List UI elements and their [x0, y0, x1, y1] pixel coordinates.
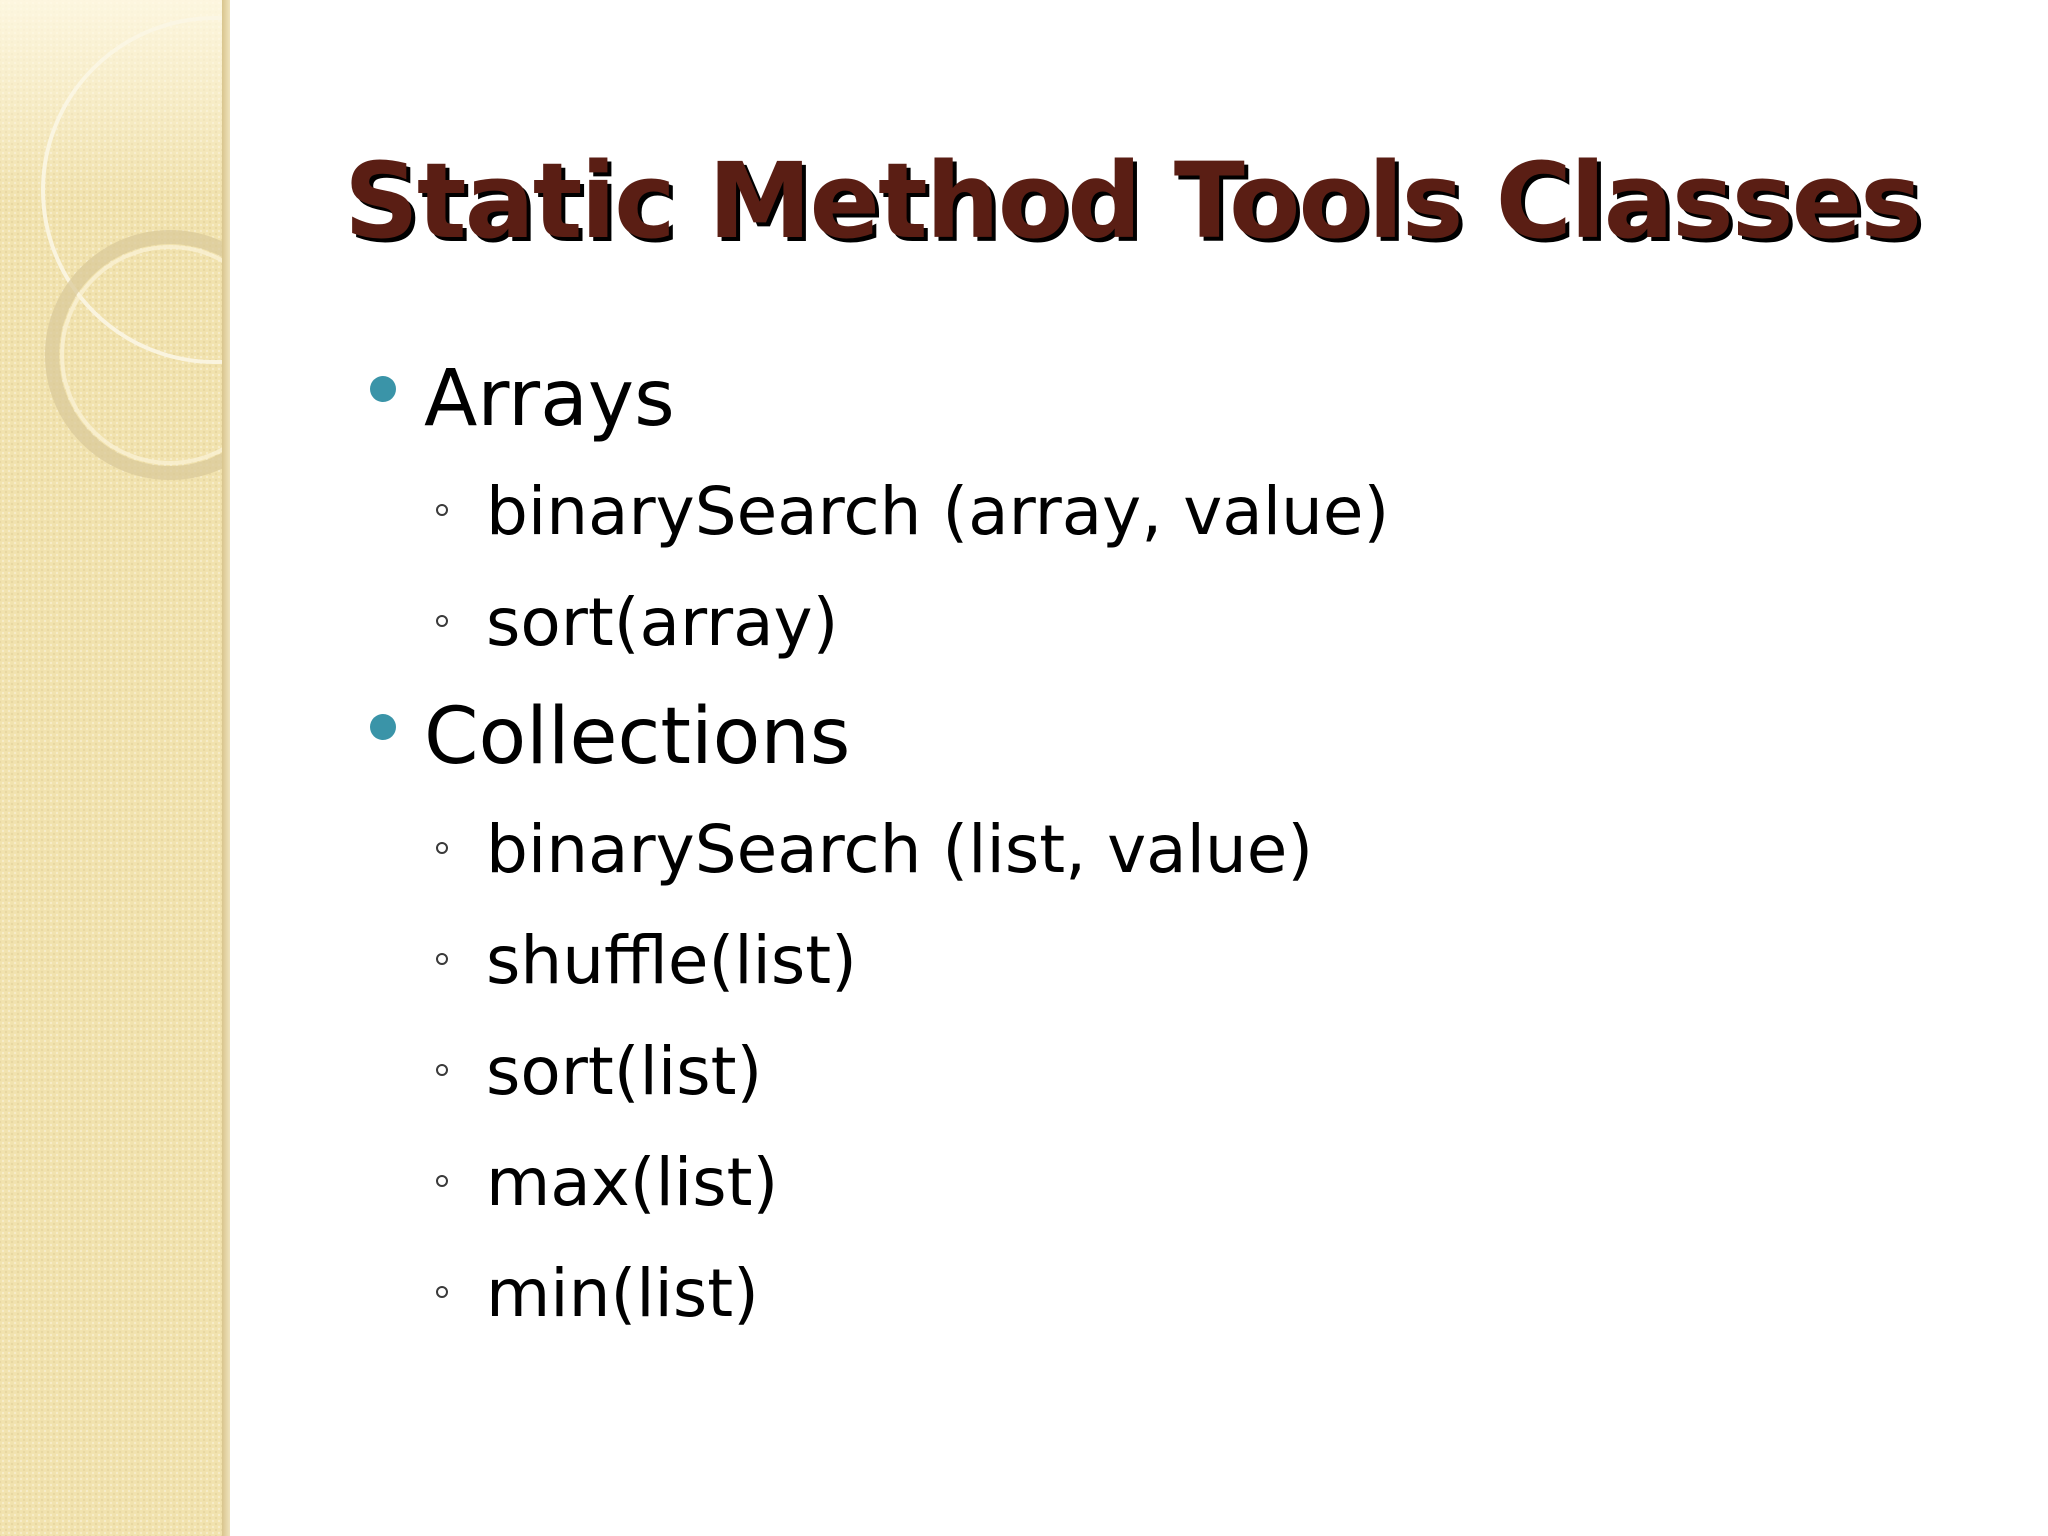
list-item — [340, 581, 1940, 665]
list-item — [340, 1030, 1940, 1114]
list-item-text: min(list) — [486, 1255, 759, 1332]
hollow-bullet-icon — [436, 1064, 448, 1076]
section-arrays — [340, 354, 1940, 444]
bullet-list — [340, 350, 1940, 1363]
section-label: Collections — [424, 692, 851, 782]
hollow-bullet-icon — [436, 504, 448, 516]
list-item-text: shuffle(list) — [486, 922, 857, 999]
section-label: Arrays — [424, 354, 675, 444]
hollow-bullet-icon — [436, 1175, 448, 1187]
hollow-bullet-icon — [436, 953, 448, 965]
slide-title: Static Method Tools Classes — [344, 140, 1921, 262]
list-item-text: sort(list) — [486, 1033, 763, 1110]
list-item-text: binarySearch (list, value) — [486, 811, 1314, 888]
decorative-side-band — [0, 0, 228, 1536]
list-item-text: max(list) — [486, 1144, 779, 1221]
side-band-edge — [222, 0, 230, 1536]
list-item — [340, 1141, 1940, 1225]
filled-bullet-icon — [370, 376, 396, 402]
list-item-text: sort(array) — [486, 584, 839, 661]
list-item — [340, 1252, 1940, 1336]
hollow-bullet-icon — [436, 842, 448, 854]
hollow-bullet-icon — [436, 615, 448, 627]
decorative-circles-graphic — [0, 0, 228, 520]
medium-ring-shape — [52, 237, 228, 473]
list-item — [340, 919, 1940, 1003]
hollow-bullet-icon — [436, 1286, 448, 1298]
section-collections — [340, 692, 1940, 782]
list-item — [340, 470, 1940, 554]
list-item-text: binarySearch (array, value) — [486, 473, 1390, 550]
filled-bullet-icon — [370, 714, 396, 740]
list-item — [340, 808, 1940, 892]
